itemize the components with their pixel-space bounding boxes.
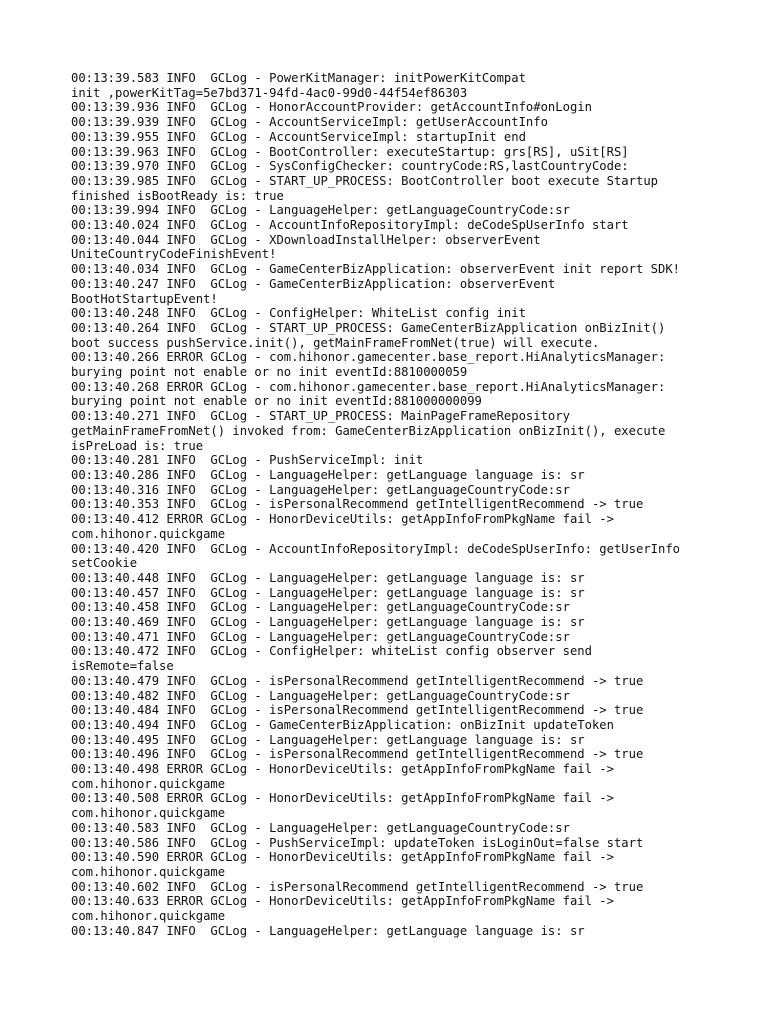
log-line-continuation: isPreLoad is: true [71,438,204,453]
log-line: 00:13:40.448 INFO GCLog - LanguageHelper: getLanguage language is: sr [71,570,585,585]
log-line: 00:13:40.496 INFO GCLog - isPersonalRecommend getIntelligentRecommend -> true [71,747,644,762]
log-line: 00:13:39.985 INFO GCLog - START_UP_PROCESS: BootController boot execute Startup [71,173,658,188]
log-line-continuation: com.hihonor.quickgame [71,864,226,879]
log-line: 00:13:40.602 INFO GCLog - isPersonalRecommend getIntelligentRecommend -> true [71,879,644,894]
log-line-continuation: boot success pushService.init(), getMainFrameFromNet(true) will execute. [71,335,600,350]
log-line: 00:13:40.457 INFO GCLog - LanguageHelper: getLanguage language is: sr [71,585,585,600]
log-line: 00:13:39.936 INFO GCLog - HonorAccountProvider: getAccountInfo#onLogin [71,100,592,115]
log-line: 00:13:39.994 INFO GCLog - LanguageHelper: getLanguageCountryCode:sr [71,203,570,218]
log-line: 00:13:39.963 INFO GCLog - BootController: executeStartup: grs[RS], uSit[RS] [71,144,629,159]
log-line: 00:13:40.024 INFO GCLog - AccountInfoRepositoryImpl: deCodeSpUserInfo start [71,218,629,233]
log-line-continuation: UniteCountryCodeFinishEvent! [71,247,277,262]
log-line-continuation: com.hihonor.quickgame [71,806,226,821]
log-line: 00:13:40.498 ERROR GCLog - HonorDeviceUtils: getAppInfoFromPkgName fail -> [71,762,614,777]
log-line: 00:13:40.479 INFO GCLog - isPersonalRecommend getIntelligentRecommend -> true [71,673,644,688]
log-line: 00:13:39.939 INFO GCLog - AccountServiceImpl: getUserAccountInfo [71,115,548,130]
log-line: 00:13:39.970 INFO GCLog - SysConfigChecker: countryCode:RS,lastCountryCode: [71,159,629,174]
log-line: 00:13:40.583 INFO GCLog - LanguageHelper: getLanguageCountryCode:sr [71,820,570,835]
log-line: 00:13:40.316 INFO GCLog - LanguageHelper: getLanguageCountryCode:sr [71,482,570,497]
log-line: 00:13:40.264 INFO GCLog - START_UP_PROCESS: GameCenterBizApplication onBizInit() [71,320,666,335]
log-line: 00:13:40.633 ERROR GCLog - HonorDeviceUtils: getAppInfoFromPkgName fail -> [71,894,614,909]
log-line: 00:13:40.494 INFO GCLog - GameCenterBizApplication: onBizInit updateToken [71,717,614,732]
log-output [71,71,711,938]
log-line: 00:13:40.458 INFO GCLog - LanguageHelper: getLanguageCountryCode:sr [71,600,570,615]
log-line-continuation: isRemote=false [71,659,174,674]
log-line-continuation: com.hihonor.quickgame [71,526,226,541]
log-line-continuation: com.hihonor.quickgame [71,776,226,791]
log-line-continuation: burying point not enable or no init eventId:881000000099 [71,394,482,409]
log-line: 00:13:40.495 INFO GCLog - LanguageHelper: getLanguage language is: sr [71,732,585,747]
log-line: 00:13:40.044 INFO GCLog - XDownloadInstallHelper: observerEvent [71,232,541,247]
log-line: 00:13:40.469 INFO GCLog - LanguageHelper: getLanguage language is: sr [71,615,585,630]
log-line: 00:13:40.484 INFO GCLog - isPersonalRecommend getIntelligentRecommend -> true [71,703,644,718]
log-line: 00:13:40.248 INFO GCLog - ConfigHelper: WhiteList config init [71,306,526,321]
log-line: 00:13:40.266 ERROR GCLog - com.hihonor.gamecenter.base_report.HiAnalyticsManager: [71,350,666,365]
log-line: 00:13:40.420 INFO GCLog - AccountInfoRepositoryImpl: deCodeSpUserInfo: getUserInfo [71,541,681,556]
log-line: 00:13:40.034 INFO GCLog - GameCenterBizApplication: observerEvent init report SDK! [71,262,681,277]
log-line-continuation: burying point not enable or no init eventId:8810000059 [71,365,468,380]
log-line: 00:13:39.583 INFO GCLog - PowerKitManager: initPowerKitCompat [71,71,526,85]
log-line-continuation: com.hihonor.quickgame [71,909,226,924]
log-line: 00:13:39.955 INFO GCLog - AccountServiceImpl: startupInit end [71,129,526,144]
log-line: 00:13:40.586 INFO GCLog - PushServiceImpl: updateToken isLoginOut=false start [71,835,644,850]
log-line: 00:13:40.271 INFO GCLog - START_UP_PROCESS: MainPageFrameRepository [71,409,570,424]
log-line: 00:13:40.412 ERROR GCLog - HonorDeviceUtils: getAppInfoFromPkgName fail -> [71,512,614,527]
log-line: 00:13:40.286 INFO GCLog - LanguageHelper: getLanguage language is: sr [71,467,585,482]
log-line: 00:13:40.472 INFO GCLog - ConfigHelper: whiteList config observer send [71,644,592,659]
log-line-continuation: BootHotStartupEvent! [71,291,218,306]
log-line-continuation: init ,powerKitTag=5e7bd371-94fd-4ac0-99d0-44f54ef86303 [71,85,468,100]
log-line: 00:13:40.590 ERROR GCLog - HonorDeviceUtils: getAppInfoFromPkgName fail -> [71,850,614,865]
log-line-continuation: finished isBootReady is: true [71,188,284,203]
log-line: 00:13:40.482 INFO GCLog - LanguageHelper: getLanguageCountryCode:sr [71,688,570,703]
log-line: 00:13:40.847 INFO GCLog - LanguageHelper: getLanguage language is: sr [71,923,585,938]
log-line: 00:13:40.471 INFO GCLog - LanguageHelper: getLanguageCountryCode:sr [71,629,570,644]
log-line: 00:13:40.268 ERROR GCLog - com.hihonor.gamecenter.base_report.HiAnalyticsManager: [71,379,666,394]
log-line: 00:13:40.508 ERROR GCLog - HonorDeviceUtils: getAppInfoFromPkgName fail -> [71,791,614,806]
log-line-continuation: getMainFrameFromNet() invoked from: GameCenterBizApplication onBizInit(), execute [71,423,666,438]
log-line: 00:13:40.247 INFO GCLog - GameCenterBizApplication: observerEvent [71,276,556,291]
log-line: 00:13:40.353 INFO GCLog - isPersonalRecommend getIntelligentRecommend -> true [71,497,644,512]
log-line-continuation: setCookie [71,556,138,571]
log-line: 00:13:40.281 INFO GCLog - PushServiceImpl: init [71,453,424,468]
